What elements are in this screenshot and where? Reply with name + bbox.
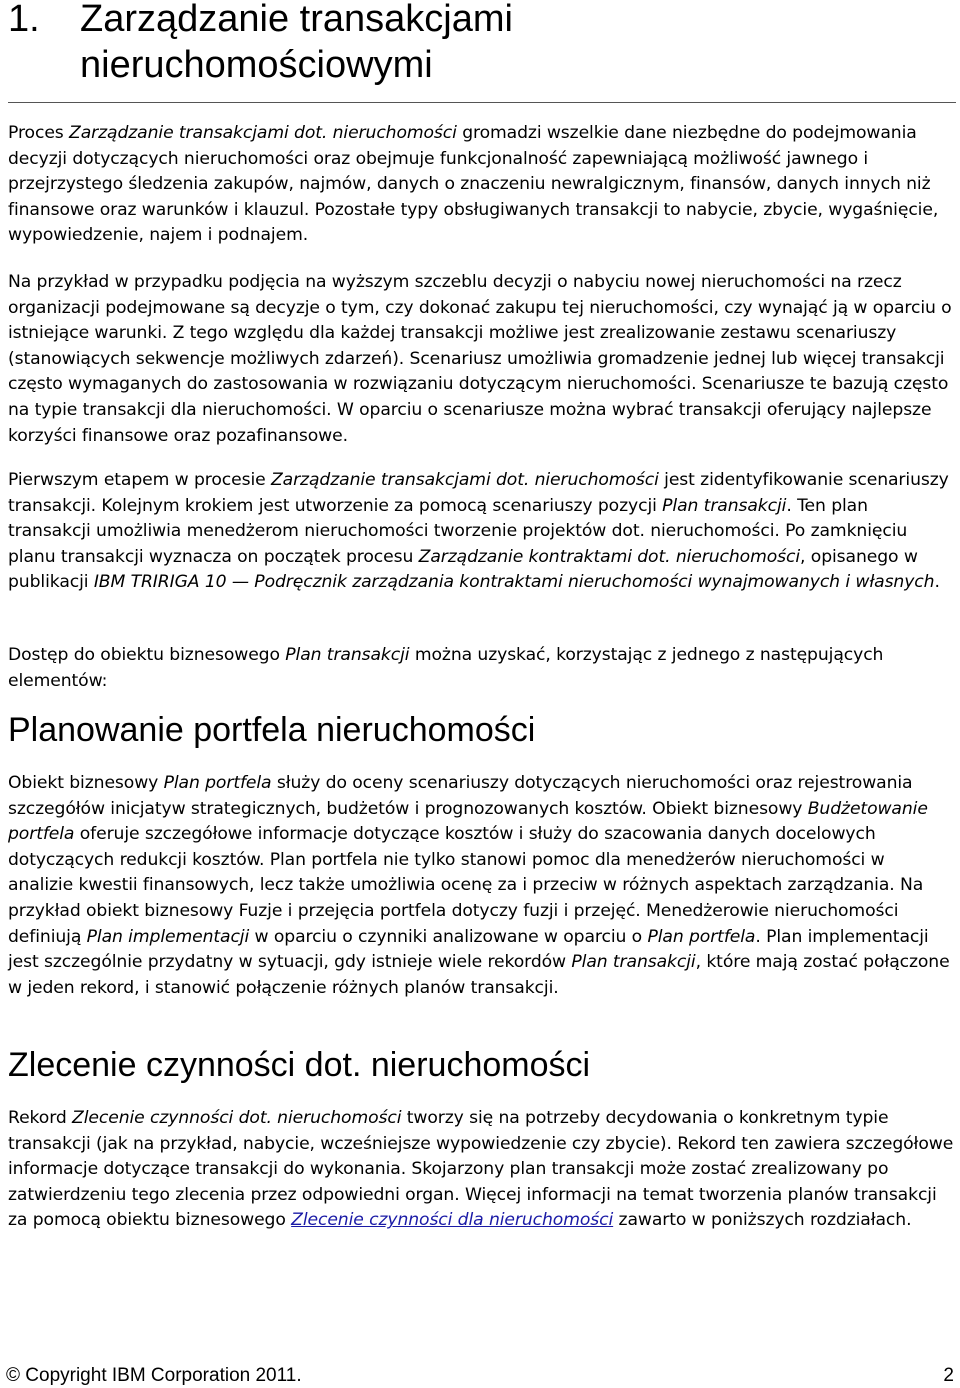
italic-term: Budżetowanie portfela [8,798,928,845]
text-run: tworzy się na potrzeby decydowania o konkretnym typie transakcji (jak na przykład, nabycie, wcześniejsze wypowiedzenie czy zbycie). Rekord ten zawiera szczegółowe informacje dotyczące transakcji do wykonania. Skojarzony plan transakcji może zostać zrealizowany po zatwierdzeniu tego zlecenia przez odpowiedni organ. Więcej informacji na temat tworzenia planów transakcji za pomocą obiektu biznesowego [8,1108,954,1231]
italic-term: IBM TRIRIGA 10 — Podręcznik zarządzania kontraktami nieruchomości wynajmowanych i własnych [93,572,935,593]
text-run: . Plan implementacji jest szczególnie przydatny w sytuacji, gdy istnieje wiele rekordów [8,926,929,973]
text-run: służy do oceny scenariuszy dotyczących nieruchomości oraz rejestrowania szczegółów inicjatyw strategicznych, budżetów i prognozowanych kosztów. Obiekt biznesowy [8,773,913,819]
text-run: oferuje szczegółowe informacje dotyczące kosztów i służy do szacowania danych docelowych dotyczących redukcji kosztów. Plan portfela nie tylko stanowi pomoc dla menedżerów nieruchomości w analizie kwestii finansowych, lecz także umożliwia ocenę za i przeciw w różnych aspektach zarządzania. Na przykład obiekt biznesowy Fuzje i przejęcia portfela dotyczy fuzji i przejęć. Menedżerowie nieruchomości definiują [8,824,924,947]
text-run: zawarto w poniższych rozdziałach. [613,1210,912,1231]
italic-term: Zarządzanie transakcjami dot. nieruchomości [270,470,659,490]
text-run: Rekord [8,1108,73,1128]
heading-divider [8,102,956,103]
intro-paragraph-2 [8,270,954,449]
text-run: gromadzi wszelkie dane niezbędne do podejmowania decyzji dotyczących nieruchomości oraz obejmuje funkcjonalność zapewniającą możliwość jawnego i przejrzystego śledzenia zakupów, najmów, danych o znaczeniu newralgicznym, finansów, danych innych niż finansowe oraz warunków i klauzul. Pozostałe typy obsługiwanych transakcji to nabycie, zbycie, wygaśnięcie, wypowiedzenie, najem i podnajem. [8,123,939,246]
italic-term: Plan portfela [163,773,272,793]
section-heading-portfolio-planning: Planowanie portfela nieruchomości [8,711,536,749]
text-run: . Ten plan transakcji umożliwia menedżerom nieruchomości tworzenie projektów dot. nieruchomości. Po zamknięciu planu transakcji wyznacza on początek procesu [8,495,908,567]
italic-term: Plan transakcji [571,952,696,973]
chapter-title-line-2: nieruchomościowymi [80,44,433,86]
text-run: można uzyskać, korzystając z jednego z następujących elementów: [8,645,884,691]
action-request-paragraph [8,1106,954,1234]
italic-term: Plan transakcji [285,645,410,665]
text-run: Proces [8,123,70,143]
text-run: , opisanego w publikacji [8,546,918,593]
italic-term: Zlecenie czynności dot. nieruchomości [72,1108,402,1128]
italic-term: Plan portfela [647,926,756,947]
text-run: . [934,572,940,593]
text-run: Dostęp do obiektu biznesowego [8,645,286,665]
italic-term: Zarządzanie transakcjami dot. nieruchomości [69,123,457,143]
italic-term: Plan transakcji [662,495,787,516]
chapter-heading [8,0,956,88]
intro-paragraph-1 [8,121,954,249]
text-run: Obiekt biznesowy [8,773,164,793]
intro-paragraph-4 [8,643,954,694]
text-run: Na przykład w przypadku podjęcia na wyższym szczeblu decyzji o nabyciu nowej nieruchomości na rzecz organizacji podejmowane są decyzje o tym, czy dokonać zakupu tej nieruchomości, czy wynająć ją w oparciu o istniejące warunki. Z tego względu dla każdej transakcji możliwe jest zrealizowanie zestawu scenariuszy (stanowiących sekwencje możliwych zdarzeń). Scenariusz umożliwia gromadzenie jednej lub więcej transakcji często wymaganych do zastosowania w rozwiązaniu dotyczącym nieruchomości. Scenariusze te bazują często na typie transakcji dla nieruchomości. W oparciu o scenariusze można wybrać transakcji oferujący najlepsze korzyści finansowe oraz pozafinansowe. [8,272,952,446]
text-run: jest zidentyfikowanie scenariuszy transakcji. Kolejnym krokiem jest utworzenie za pomocą scenariuszy pozycji [8,470,949,516]
italic-term: Plan implementacji [86,926,250,947]
section-heading-action-request: Zlecenie czynności dot. nieruchomości [8,1046,591,1084]
text-run: Pierwszym etapem w procesie [8,470,271,490]
intro-paragraph-3 [8,468,954,596]
copyright-notice: © Copyright IBM Corporation 2011. [6,1365,302,1386]
portfolio-paragraph [8,771,954,1001]
text-run: w oparciu o czynniki analizowane w oparciu o [249,926,648,947]
action-request-link[interactable]: Zlecenie czynności dla nieruchomości [291,1210,614,1231]
chapter-title [80,0,956,88]
page-number: 2 [943,1365,954,1386]
text-run: , które mają zostać połączone w jeden rekord, i stanowić połączenie różnych planów transakcji. [8,952,950,998]
chapter-title-line-1: Zarządzanie transakcjami [80,0,513,40]
chapter-number: 1. [8,0,40,40]
page-footer [6,1364,954,1388]
italic-term: Zarządzanie kontraktami dot. nieruchomości [418,546,801,567]
